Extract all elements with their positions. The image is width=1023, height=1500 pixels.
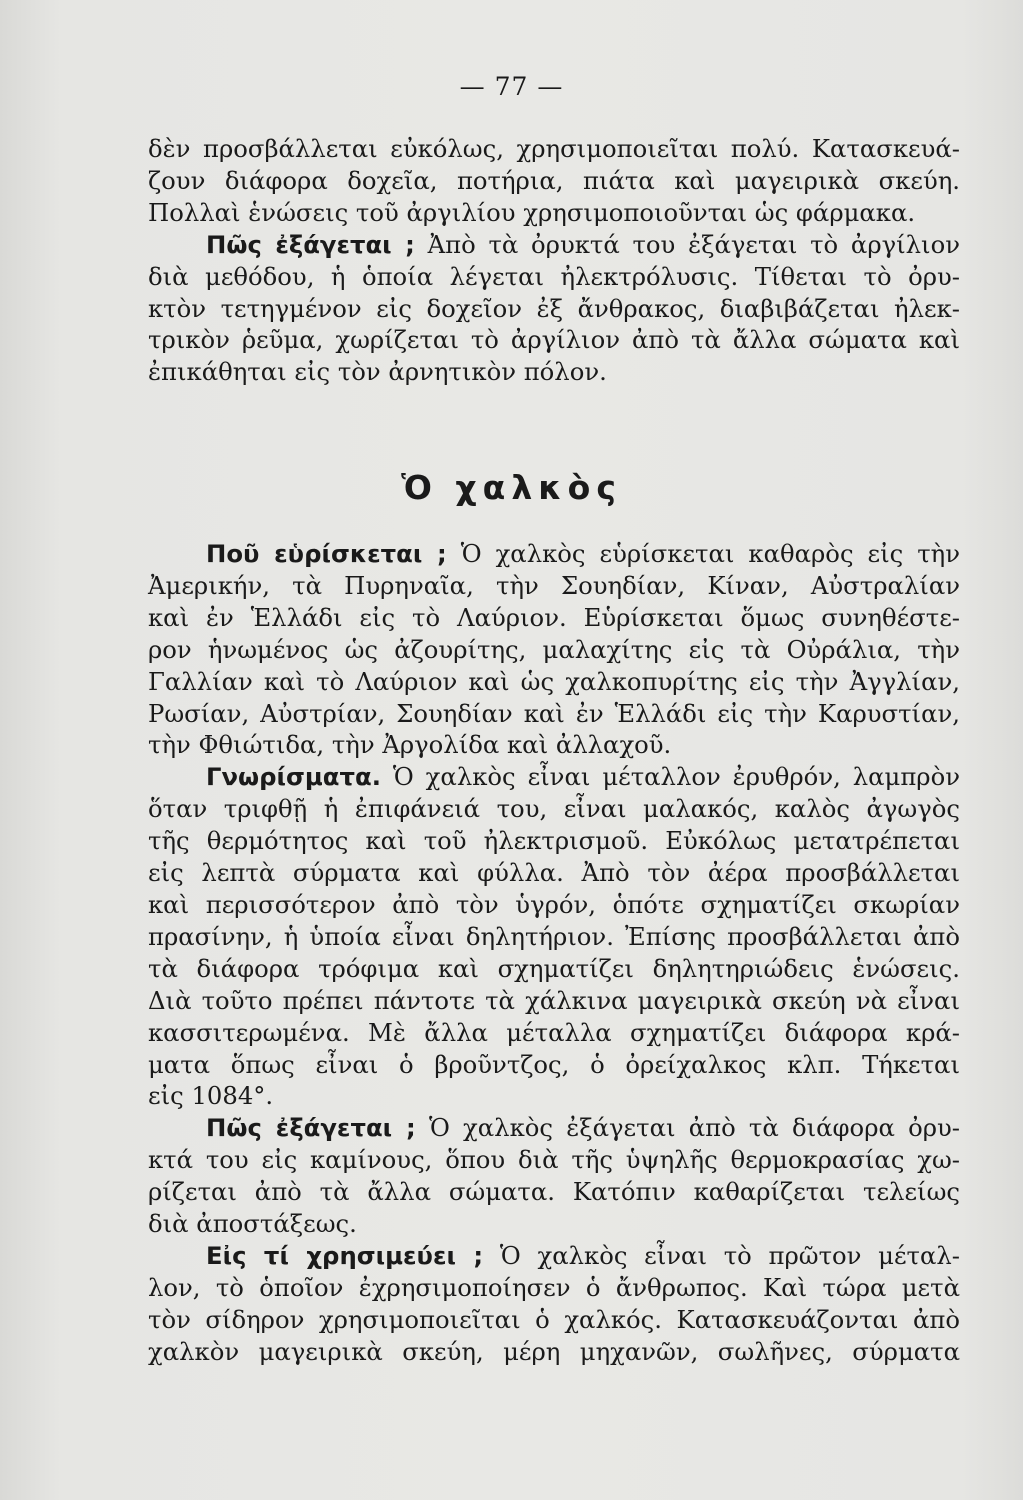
text-line: Πολλαὶ ἑνώσεις τοῦ ἀργιλίου χρησιμοποιοῦνται ὡς φάρμακα.: [148, 197, 916, 227]
text-line: ἐπικάθηται εἰς τὸν ἀρνητικὸν πόλον.: [148, 357, 607, 387]
paragraph-first-line: [148, 1112, 960, 1144]
text-line: τὸν σίδηρον χρησιμοποιεῖται ὁ χαλκός. Κατασκευάζονται ἀπὸ: [148, 1304, 960, 1334]
page-number: — 77 —: [459, 72, 564, 101]
text-line: καὶ περισσότερον ἀπὸ τὸν ὑγρόν, ὁπότε σχηματίζει σκωρίαν: [148, 889, 960, 919]
text-run: Ὁ χαλκὸς εἶναι μέταλλον ἐρυθρόν, λαμπρὸν: [380, 762, 960, 792]
text-line: Γαλλίαν καὶ τὸ Λαύριον καὶ ὡς χαλκοπυρίτης εἰς τὴν Ἀγγλίαν,: [148, 666, 960, 696]
text-line: ὅταν τριφθῇ ἡ ἐπιφάνειά του, εἶναι μαλακός, καλὸς ἀγωγὸς: [148, 794, 960, 824]
text-line: καὶ ἐν Ἑλλάδι εἰς τὸ Λαύριον. Εὑρίσκεται ὅμως συνηθέστε-: [148, 602, 960, 632]
text-run: Ὁ χαλκὸς εἶναι τὸ πρῶτον μέταλ-: [483, 1240, 960, 1270]
text-line: ρίζεται ἀπὸ τὰ ἄλλα σώματα. Κατόπιν καθαρίζεται τελείως: [148, 1177, 960, 1207]
text-run: Ὁ χαλκὸς εὑρίσκεται καθαρὸς εἰς τὴν: [446, 539, 960, 568]
text-line: εἰς 1084°.: [148, 1081, 274, 1111]
text-line: κασσιτερωμένα. Μὲ ἄλλα μέταλλα σχηματίζει διάφορα κρά-: [148, 1017, 960, 1047]
paragraph-heading: Εἰς τί χρησιμεύει ;: [206, 1240, 484, 1270]
paragraph-heading: Πῶς ἐξάγεται ;: [206, 1113, 416, 1143]
text-line: Διὰ τοῦτο πρέπει πάντοτε τὰ χάλκινα μαγειρικὰ σκεύη νὰ εἶναι: [148, 985, 960, 1015]
paragraph-first-line: [148, 229, 960, 261]
text-line: πρασίνην, ἡ ὑποία εἶναι δηλητήριον. Ἐπίσης προσβάλλεται ἀπὸ: [148, 921, 960, 951]
paragraph-heading: Πῶς ἐξάγεται ;: [206, 229, 415, 259]
text-line: διὰ μεθόδου, ἡ ὁποία λέγεται ἠλεκτρόλυσις. Τίθεται τὸ ὀρυ-: [148, 261, 960, 291]
text-line: ματα ὅπως εἶναι ὁ βροῦντζος, ὁ ὀρείχαλκος κλπ. Τήκεται: [148, 1049, 960, 1079]
text-run: Ἀπὸ τὰ ὀρυκτά του ἐξάγεται τὸ ἀργίλιον: [414, 229, 960, 259]
text-line: Ρωσίαν, Αὐστρίαν, Σουηδίαν καὶ ἐν Ἑλλάδι εἰς τὴν Καρυστίαν,: [148, 698, 960, 728]
text-line: ζουν διάφορα δοχεῖα, ποτήρια, πιάτα καὶ μαγειρικὰ σκεύη.: [148, 165, 960, 195]
text-line: κτὸν τετηγμένον εἰς δοχεῖον ἐξ ἄνθρακος, διαβιβάζεται ἠλεκ-: [148, 293, 960, 323]
copper-section-body: [148, 538, 960, 1368]
text-line: τὴν Φθιώτιδα, τὴν Ἀργολίδα καὶ ἀλλαχοῦ.: [148, 730, 672, 760]
section-title: Ὁ χαλκὸς: [401, 468, 622, 507]
text-line: δὲν προσβάλλεται εὐκόλως, χρησιμοποιεῖται πολύ. Κατασκευά-: [148, 134, 960, 163]
text-line: τὰ διάφορα τρόφιμα καὶ σχηματίζει δηλητηριώδεις ἑνώσεις.: [148, 953, 960, 983]
text-line: λον, τὸ ὁποῖον ἐχρησιμοποίησεν ὁ ἄνθρωπος. Καὶ τώρα μετὰ: [148, 1272, 960, 1302]
paragraph-heading: Ποῦ εὑρίσκεται ;: [206, 539, 447, 568]
text-line: ρον ἡνωμένος ὡς ἀζουρίτης, μαλαχίτης εἰς τὰ Οὐράλια, τὴν: [148, 634, 960, 664]
text-line: Ἀμερικήν, τὰ Πυρηναῖα, τὴν Σουηδίαν, Κίναν, Αὐστραλίαν: [148, 570, 960, 600]
text-line: κτά του εἰς καμίνους, ὅπου διὰ τῆς ὑψηλῆς θερμοκρασίας χω-: [148, 1145, 960, 1175]
text-line: διὰ ἀποστάξεως.: [148, 1209, 357, 1239]
paragraph-first-line: [148, 761, 960, 793]
paragraph-first-line: [148, 538, 960, 570]
text-line: τρικὸν ῥεῦμα, χωρίζεται τὸ ἀργίλιον ἀπὸ τὰ ἄλλα σώματα καὶ: [148, 325, 960, 355]
paragraph-first-line: [148, 1240, 960, 1272]
text-line: χαλκὸν μαγειρικὰ σκεύη, μέρη μηχανῶν, σωλῆνες, σύρματα: [148, 1336, 960, 1366]
text-line: εἰς λεπτὰ σύρματα καὶ φύλλα. Ἀπὸ τὸν ἀέρα προσβάλλεται: [148, 858, 960, 888]
intro-paragraph: [148, 133, 960, 388]
text-run: Ὁ χαλκὸς ἐξάγεται ἀπὸ τὰ διάφορα ὀρυ-: [415, 1113, 960, 1143]
text-line: τῆς θερμότητος καὶ τοῦ ἠλεκτρισμοῦ. Εὐκόλως μετατρέπεται: [148, 826, 960, 856]
paragraph-heading: Γνωρίσματα.: [206, 762, 381, 792]
